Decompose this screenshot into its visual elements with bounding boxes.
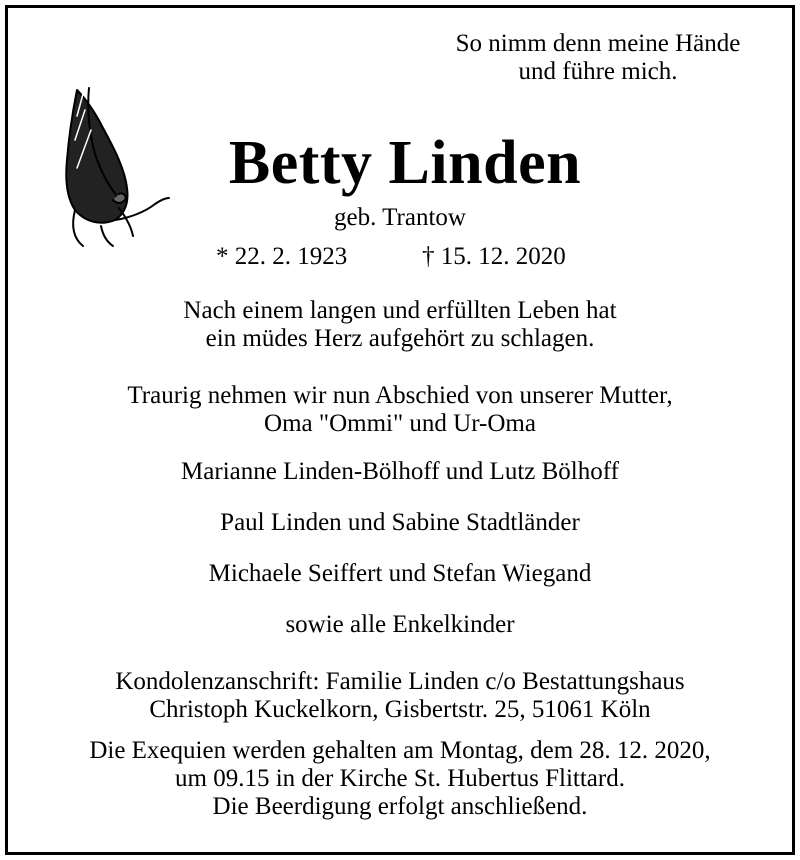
quote-line-2: und führe mich. bbox=[518, 58, 678, 85]
service-line-1: Die Exequien werden gehalten am Montag, dem 28. 12. 2020, bbox=[89, 737, 711, 764]
farewell bbox=[30, 382, 770, 438]
mourner-2: Paul Linden und Sabine Stadtländer bbox=[220, 509, 580, 536]
farewell-line-2: Oma "Ommi" und Ur-Oma bbox=[264, 410, 536, 437]
death-date: † 15. 12. 2020 bbox=[422, 243, 566, 270]
service-info bbox=[30, 737, 770, 821]
quote bbox=[438, 30, 758, 86]
maiden-name: geb. Trantow bbox=[334, 204, 466, 231]
condolence-line-2: Christoph Kuckelkorn, Gisbertstr. 25, 51061 Köln bbox=[149, 696, 651, 723]
mourner-4: sowie alle Enkelkinder bbox=[285, 611, 515, 638]
birth-date: * 22. 2. 1923 bbox=[216, 243, 348, 270]
mourner-3: Michaele Seiffert und Stefan Wiegand bbox=[208, 560, 592, 587]
farewell-line-1: Traurig nehmen wir nun Abschied von unserer Mutter, bbox=[127, 382, 673, 409]
service-line-3: Die Beerdigung erfolgt anschließend. bbox=[212, 793, 588, 820]
message bbox=[30, 297, 770, 353]
condolence-line-1: Kondolenzanschrift: Familie Linden c/o Bestattungshaus bbox=[115, 668, 685, 695]
message-line-1: Nach einem langen und erfüllten Leben hat bbox=[183, 297, 617, 324]
condolence-address bbox=[30, 668, 770, 724]
deceased-name: Betty Linden bbox=[228, 129, 582, 197]
service-line-2: um 09.15 in der Kirche St. Hubertus Flittard. bbox=[175, 765, 625, 792]
quote-line-1: So nimm denn meine Hände bbox=[455, 30, 741, 57]
life-dates bbox=[200, 243, 630, 273]
message-line-2: ein müdes Herz aufgehört zu schlagen. bbox=[205, 325, 595, 352]
mourner-1: Marianne Linden-Bölhoff und Lutz Bölhoff bbox=[181, 458, 619, 485]
